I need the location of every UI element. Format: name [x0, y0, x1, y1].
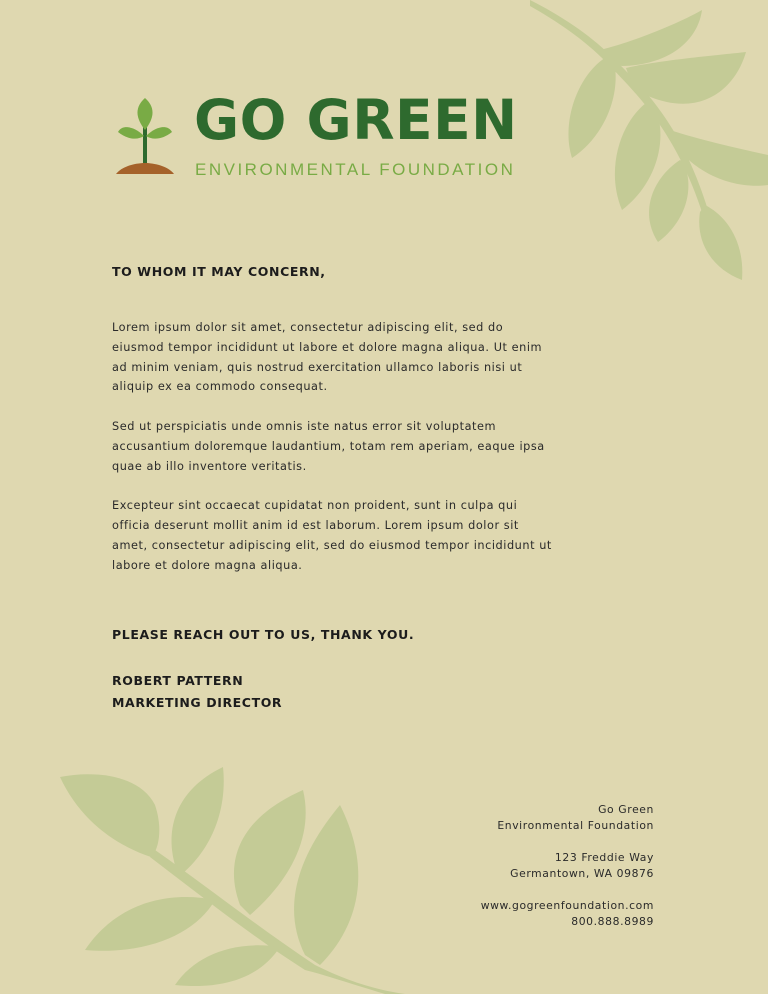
letter-closing: PLEASE REACH OUT TO US, THANK YOU. — [112, 627, 415, 642]
brand-title: GO GREEN — [194, 88, 518, 152]
letter-body — [112, 318, 552, 595]
contact-web-phone — [481, 898, 654, 930]
contact-block — [481, 802, 654, 930]
brand-subtitle: ENVIRONMENTAL FOUNDATION — [195, 160, 516, 179]
signer-name: ROBERT PATTERN — [112, 673, 244, 688]
body-paragraph: Excepteur sint occaecat cupidatat non proident, sunt in culpa qui officia deserunt mollit anim id est laborum. Lorem ipsum dolor sit amet, consectetur adipiscing elit, sed do eiusmod tempor incididunt ut labore et dolore magna aliqua. — [112, 499, 552, 572]
letter-salutation: TO WHOM IT MAY CONCERN, — [112, 264, 326, 279]
sprout-icon — [114, 96, 176, 178]
leaf-branch-bottom-icon — [55, 765, 405, 994]
body-paragraph: Lorem ipsum dolor sit amet, consectetur adipiscing elit, sed do eiusmod tempor incididunt ut labore et dolore magna aliqua. Ut enim ad minim veniam, quis nostrud exercitation ullamco laboris nisi ut aliquip ex ea commodo consequat. — [112, 321, 543, 394]
address-city: Germantown, WA 09876 — [510, 867, 654, 880]
body-paragraph: Sed ut perspiciatis unde omnis iste natus error sit voluptatem accusantium doloremque laudantium, totam rem aperiam, eaque ipsa quae ab illo inventore veritatis. — [112, 419, 545, 473]
contact-organization — [481, 802, 654, 834]
leaf-branch-top-icon — [530, 0, 768, 290]
address-street: 123 Freddie Way — [554, 851, 654, 864]
contact-address — [481, 850, 654, 882]
website-link[interactable]: www.gogreenfoundation.com — [480, 899, 654, 912]
org-name: Go Green — [598, 803, 654, 816]
phone-number: 800.888.8989 — [571, 915, 654, 928]
signature-block — [112, 670, 282, 714]
signer-title: MARKETING DIRECTOR — [112, 695, 283, 710]
org-name-line2: Environmental Foundation — [497, 819, 654, 832]
